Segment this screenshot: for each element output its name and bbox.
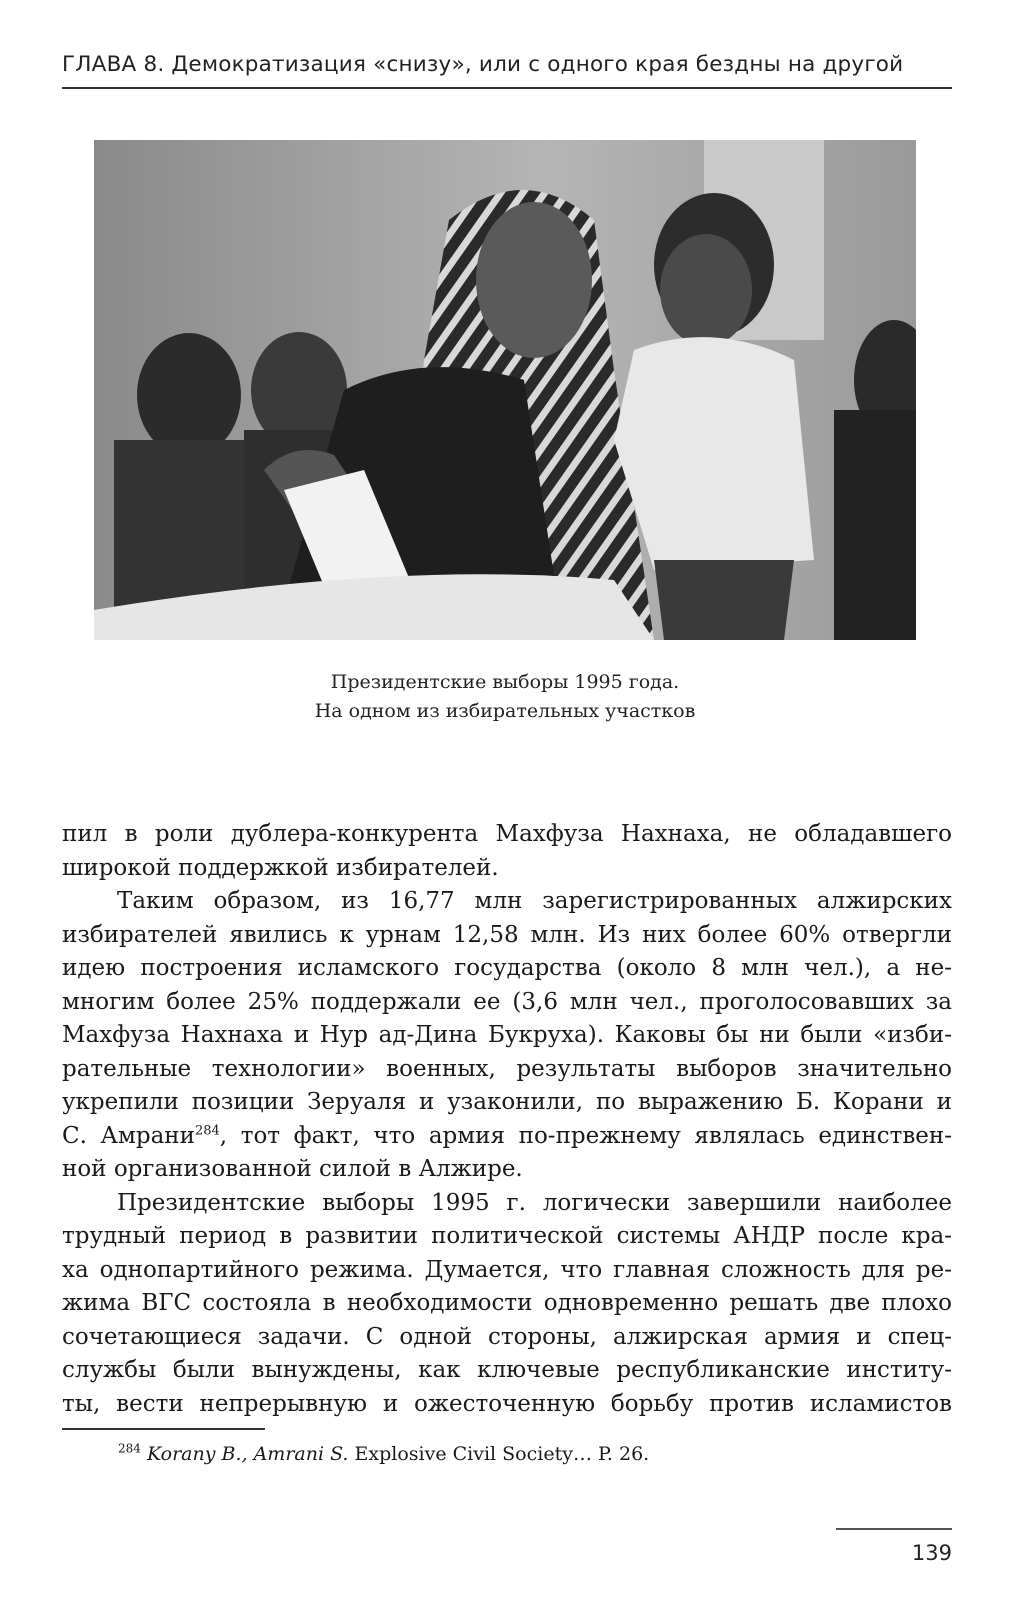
body-line-lead: С. Амрани	[62, 1122, 195, 1149]
header-rule	[62, 87, 952, 89]
body-line: сочетающиеся задачи. С одной стороны, алжирская армия и спец-	[62, 1323, 952, 1350]
body-line: многим более 25% поддержали ее (3,6 млн чел., проголосовавших за	[62, 988, 952, 1015]
body-line: рательные технологии» военных, результаты выборов значительно	[62, 1055, 952, 1082]
footnote-authors: Korany B., Amrani S.	[146, 1443, 349, 1465]
body-line: ной организованной силой в Алжире.	[62, 1156, 523, 1182]
body-line: Президентские выборы 1995 г. логически завершили наиболее	[117, 1189, 952, 1216]
footnote-reference[interactable]: 284	[194, 1122, 220, 1138]
body-line: избирателей явились к урнам 12,58 млн. Из них более 60% отвергли	[62, 921, 952, 948]
page-number-rule	[836, 1528, 952, 1530]
footnote-rule	[62, 1428, 265, 1430]
body-line: службы были вынуждены, как ключевые республиканские институ-	[62, 1357, 952, 1383]
body-line: пил в роли дублера-конкурента Махфуза Нахнаха, не обладавшего	[62, 821, 952, 847]
footnote	[118, 1443, 649, 1465]
body-line: Махфуза Нахнаха и Нур ад-Дина Букруха). Каковы бы ни были «изби-	[62, 1022, 952, 1048]
body-line-rest: тот факт, что армия по-прежнему являлась единствен-	[240, 1122, 953, 1149]
footnote-number: 284	[118, 1441, 141, 1456]
body-line-with-footnote-ref: С. Амрани$^{284}$, тот факт, что армия по-прежнему являлась единствен-	[62, 1122, 953, 1149]
page-number: 139	[911, 1541, 952, 1565]
body-line: ты, вести непрерывную и ожесточенную борьбу против исламистов	[62, 1390, 952, 1417]
footnote-source: Explosive Civil Society… P. 26.	[348, 1443, 650, 1465]
body-text	[62, 818, 952, 1421]
body-line: Таким образом, из 16,77 млн зарегистрированных алжирских	[117, 888, 952, 914]
election-photo	[94, 140, 916, 640]
body-line: укрепили позиции Зеруаля и узаконили, по выражению Б. Корани и	[62, 1089, 952, 1115]
photo-caption-line-2: На одном из избирательных участков	[314, 700, 696, 722]
running-header: ГЛАВА 8. Демократизация «снизу», или с одного края бездны на другой	[62, 52, 904, 77]
body-line: жима ВГС состояла в необходимости одновременно решать две плохо	[62, 1290, 952, 1316]
body-line: идею построения исламского государства (около 8 млн чел.), а не-	[62, 955, 952, 981]
photo-caption-line-1: Президентские выборы 1995 года.	[330, 671, 680, 693]
body-line: ха однопартийного режима. Думается, что главная сложность для ре-	[62, 1256, 952, 1283]
body-line: трудный период в развитии политической системы АНДР после кра-	[62, 1223, 952, 1249]
election-photo-illustration	[94, 140, 916, 640]
body-line: широкой поддержкой избирателей.	[62, 854, 499, 881]
